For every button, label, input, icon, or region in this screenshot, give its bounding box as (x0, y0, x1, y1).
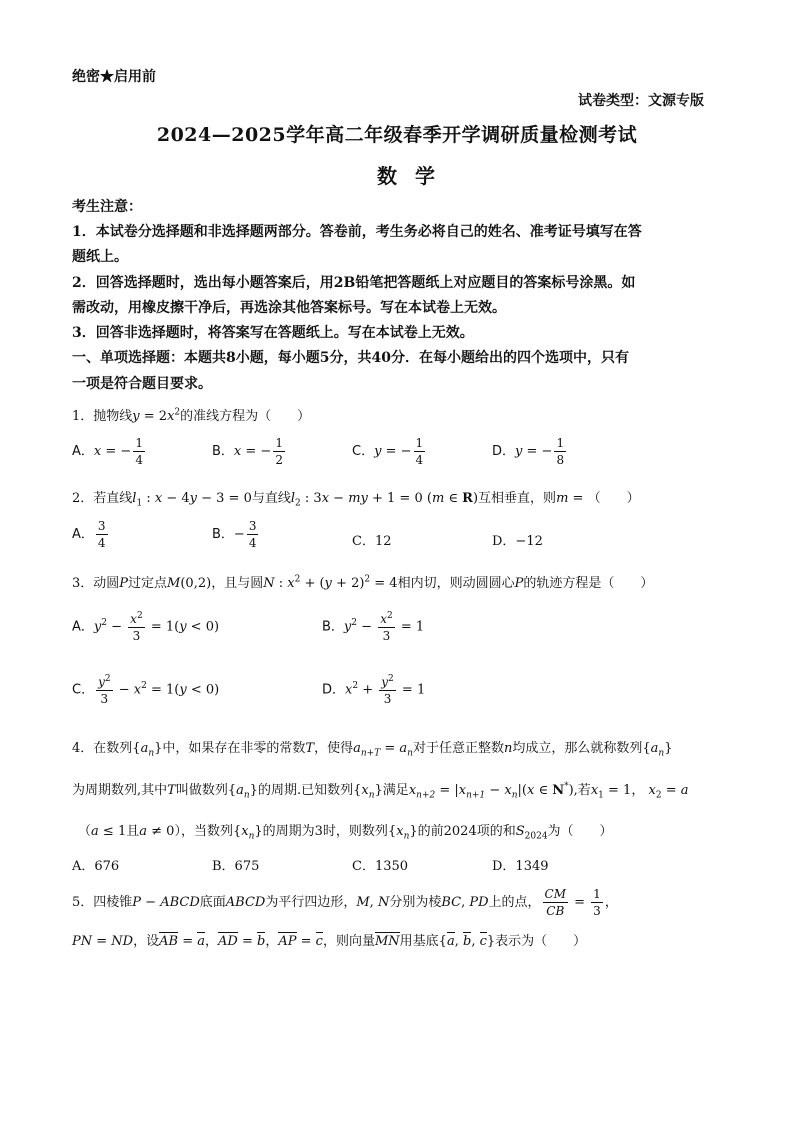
question-3-stem: 3．动圆P过定点M(0,2)，且与圆N : $x^2 + (y + 2)^2 = 4$相内切，则动圆圆心P的轨迹方程是（ ） (72, 574, 654, 591)
question-1-stem: 1．抛物线$y = 2x^2$的准线方程为（ ） (72, 407, 311, 424)
q3-option-b[interactable]: B．$y^2$ − $\frac{x^2}{3}$ = 1 (322, 611, 425, 643)
notice-line: 需改动，用橡皮擦干净后，再选涂其他答案标号。写在本试卷上无效。 (72, 300, 506, 316)
q3-option-a[interactable]: A．$y^2$ − $\frac{x^2}{3}$ = 1(y < 0) (72, 611, 220, 643)
paper-type: 试卷类型：文源专版 (578, 93, 704, 109)
section-heading: 一、单项选择题：本题共8小题，每小题5分，共40分．在每小题给出的四个选项中，只有 (72, 350, 629, 366)
q1-option-d[interactable]: D．y = − $\frac{1}{8}$ (492, 436, 565, 467)
q3-option-d[interactable]: D．$x^2$ + $\frac{y^2}{3}$ = 1 (322, 674, 426, 706)
exam-title: 2024—2025学年高二年级春季开学调研质量检测考试 (156, 124, 638, 146)
q2-option-d[interactable]: D．−12 (492, 534, 543, 549)
q4-option-d[interactable]: D．1349 (492, 859, 549, 874)
q4-option-c[interactable]: C．1350 (352, 859, 409, 874)
question-5-line1: 5．四棱锥P − ABCD底面ABCD为平行四边形，M, N分别为棱BC, PD上的点， $\frac{CM}{CB}$ = $\frac{1}{3}$ ， (72, 887, 618, 918)
notice-line: 1．本试卷分选择题和非选择题两部分。答卷前，考生务必将自己的姓名、准考证号填写在答 (72, 224, 642, 240)
q1-option-c[interactable]: C．y = − $\frac{1}{4}$ (352, 436, 424, 467)
secret-mark: 绝密★启用前 (72, 69, 156, 85)
question-4-line2: 为周期数列,其中T叫做数列$\{a_n\}$的周期.已知数列$\{x_n\}$满足$x_{n+2} = |x_{n+1} - x_n|(x$ ∈ N*),若$x_1 = 1$， $x_2 = a$ (72, 781, 689, 801)
q1-option-b[interactable]: B．x = − $\frac{1}{2}$ (212, 436, 283, 467)
notice-heading: 考生注意： (72, 199, 142, 215)
question-2-stem: 2．若直线$l_1$ : x − 4y − 3 = 0与直线$l_2$ : 3x − my + 1 = 0 (m ∈ R)互相垂直，则m = （ ） (72, 491, 640, 509)
notice-line: 题纸上。 (72, 249, 128, 265)
q4-option-a[interactable]: A．676 (72, 859, 120, 874)
question-4-line1: 4．在数列$\{a_n\}$中，如果存在非零的常数T，使得$a_{n+T} = a_n$对于任意正整数n均成立，那么就称数列$\{a_n\}$ (72, 741, 673, 759)
subject-title: 数学 (377, 164, 453, 188)
q1-option-a[interactable]: A．x = − $\frac{1}{4}$ (72, 436, 143, 467)
section-heading-cont: 一项是符合题目要求。 (72, 376, 212, 392)
question-4-line3: （a ≤ 1且a ≠ 0），当数列$\{x_n\}$的周期为3时，则数列$\{x_n\}$的前2024项的和$S_{2024}$为（ ） (78, 824, 613, 842)
q2-option-b[interactable]: B．− $\frac{3}{4}$ (212, 519, 257, 550)
q2-option-a[interactable]: A． $\frac{3}{4}$ (72, 519, 106, 550)
notice-line: 3．回答非选择题时，将答案写在答题纸上。写在本试卷上无效。 (72, 325, 474, 341)
question-5-line2: PN = ND，设AB = a，AD = b，AP = c，则向量MN用基底{a, b, c}表示为（ ） (72, 934, 587, 949)
notice-line: 2．回答选择题时，选出每小题答案后，用2B铅笔把答题纸上对应题目的答案标号涂黑。如 (72, 275, 636, 291)
q3-option-c[interactable]: C． $\frac{y^2}{3}$ − $x^2 = 1(y < 0)$ (72, 674, 220, 706)
q4-option-b[interactable]: B．675 (212, 859, 260, 874)
q2-option-c[interactable]: C．12 (352, 534, 392, 549)
